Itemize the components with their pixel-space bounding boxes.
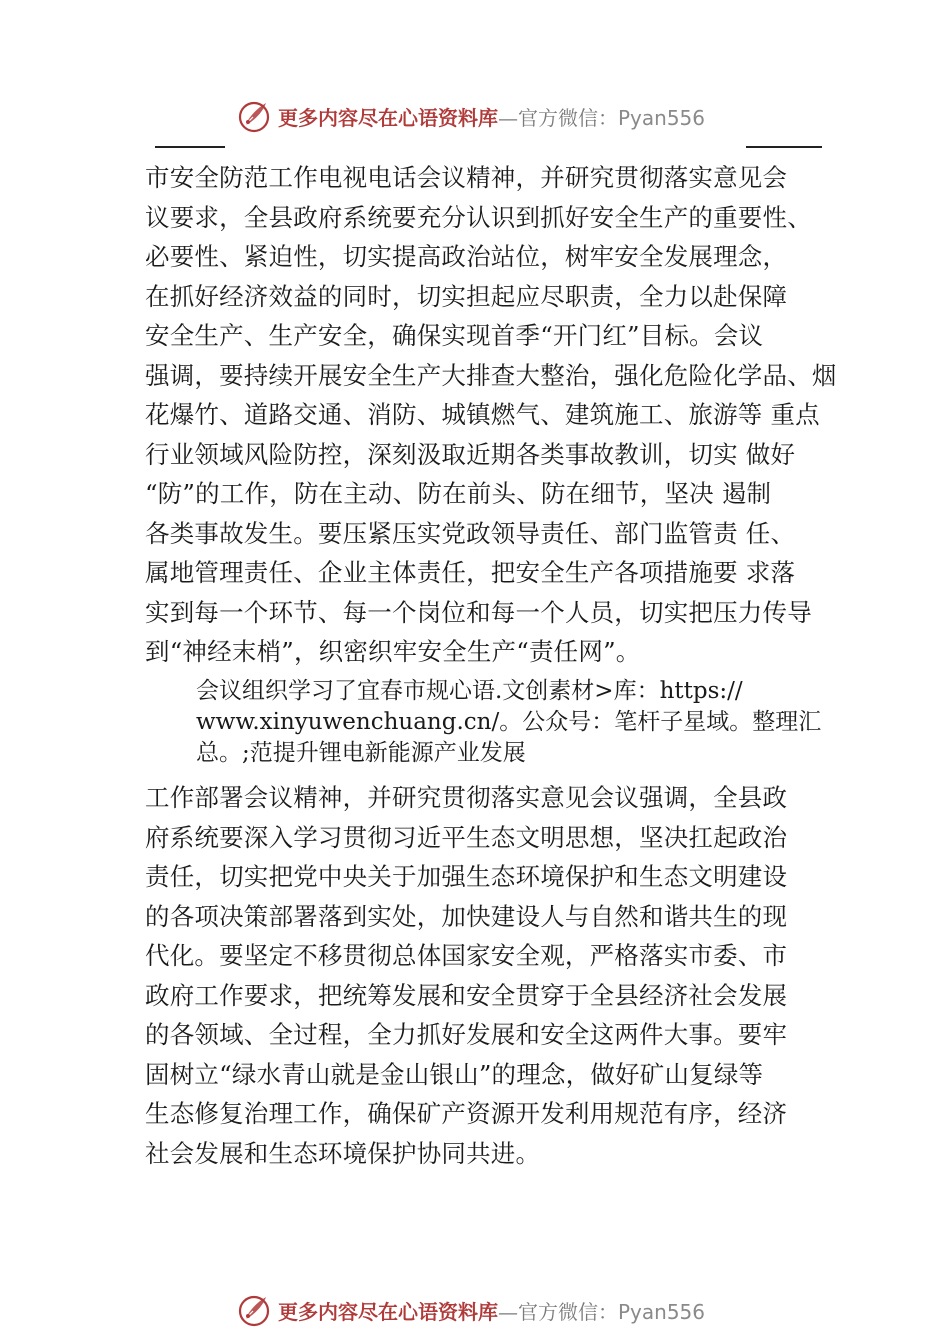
- paragraph-line: 议要求，全县政府系统要充分认识到抓好安全生产的重要性、: [145, 202, 812, 232]
- paragraph-line: 工作部署会议精神，并研究贯彻落实意见会议强调，全县政: [145, 783, 788, 812]
- paragraph-line: 会议组织学习了宜春市规心语.文创素材>库：https://: [196, 678, 743, 704]
- paragraph-line: 责任，切实把党中央关于加强生态环境保护和生态文明建设: [145, 862, 788, 891]
- paragraph-line: 在抓好经济效益的同时，切实担起应尽职责，全力以赴保障: [145, 281, 788, 311]
- header-banner-main: 更多内容尽在心语资料库: [278, 105, 498, 130]
- footer-banner-content: [236, 1290, 705, 1330]
- paragraph-3: [145, 778, 835, 1173]
- paragraph-line: 总。;范提升锂电新能源产业发展: [196, 740, 526, 766]
- paragraph-line: 各类事故发生。要压紧压实党政领导责任、部门监管责 任、: [145, 518, 796, 548]
- footer-banner-official: 官方微信：: [518, 1299, 618, 1324]
- header-banner-content: [236, 96, 705, 136]
- paragraph-line: 固树立“绿水青山就是金山银山”的理念，做好矿山复绿等: [145, 1059, 764, 1089]
- paragraph-line: 的各领域、全过程，全力抓好发展和安全这两件大事。要牢: [145, 1020, 788, 1049]
- paragraph-line: 社会发展和生态环境保护协同共进。: [145, 1138, 541, 1168]
- header-rule-left: [155, 146, 225, 148]
- footer-banner-id: Pyan556: [618, 1299, 706, 1324]
- paragraph-line: 市安全防范工作电视电话会议精神，并研究贯彻落实意见会: [145, 163, 788, 192]
- paragraph-line: 强调，要持续开展安全生产大排查大整治，强化危险化学品、烟: [145, 360, 837, 390]
- footer-banner-dash: —: [498, 1299, 518, 1324]
- header-banner-id: Pyan556: [618, 105, 706, 130]
- paragraph-line: 行业领域风险防控，深刻汲取近期各类事故教训，切实 做好: [145, 439, 796, 469]
- header-rule-right: [746, 146, 822, 148]
- header-banner: [0, 96, 950, 136]
- paragraph-line: 实到每一个环节、每一个岗位和每一个人员，切实把压力传导: [145, 597, 812, 627]
- paragraph-line: 生态修复治理工作，确保矿产资源开发利用规范有序，经济: [145, 1099, 788, 1128]
- paragraph-line: 安全生产、生产安全，确保实现首季“开门红”目标。会议: [145, 321, 764, 350]
- paragraph-line: “防”的工作，防在主动、防在前头、防在细节，坚决 遏制: [145, 479, 772, 508]
- paragraph-1: [145, 158, 835, 672]
- footer-banner-main: 更多内容尽在心语资料库: [278, 1299, 498, 1324]
- paragraph-line: 政府工作要求，把统筹发展和安全贯穿于全县经济社会发展: [145, 980, 788, 1010]
- header-banner-official: 官方微信：: [518, 105, 618, 130]
- paragraph-line: 府系统要深入学习贯彻习近平生态文明思想，坚决扛起政治: [145, 822, 788, 852]
- paragraph-line: 属地管理责任、企业主体责任，把安全生产各项措施要 求落: [145, 558, 796, 587]
- paragraph-2: [196, 676, 846, 769]
- header-banner-dash: —: [498, 105, 518, 130]
- paragraph-line: 到“神经末梢”，织密织牢安全生产“责任网”。: [145, 637, 641, 666]
- paragraph-line: 必要性、紧迫性，切实提高政治站位，树牢安全发展理念，: [145, 242, 788, 271]
- paragraph-line: 代化。要坚定不移贯彻总体国家安全观，严格落实市委、市: [145, 941, 788, 970]
- quill-pen-logo-icon: [236, 98, 272, 134]
- paragraph-line: 花爆竹、道路交通、消防、城镇燃气、建筑施工、旅游等 重点: [145, 400, 820, 429]
- paragraph-line: 的各项决策部署落到实处，加快建设人与自然和谐共生的现: [145, 901, 788, 931]
- footer-banner: [0, 1290, 950, 1330]
- paragraph-line: www.xinyuwenchuang.cn/。公众号：笔杆子星域。整理汇: [196, 709, 822, 735]
- quill-pen-logo-icon: [236, 1292, 272, 1328]
